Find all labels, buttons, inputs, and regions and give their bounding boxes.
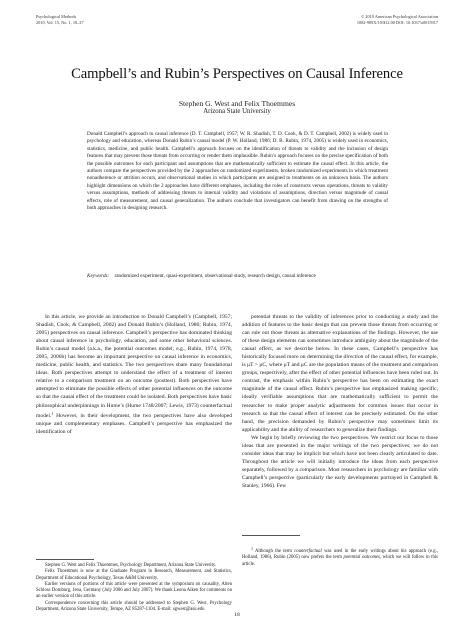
body-column-left: [36, 313, 232, 436]
article-authors: Stephen G. West and Felix Thoemmes: [178, 99, 296, 108]
footnote: $^1$ Although the term counterfactual was used in the early writings about his approach (e.g., Holland, 1986), Rubin (2005) now prefers the term potential outcomes, which we will follow in this article.: [242, 546, 438, 567]
body-paragraph: We begin by briefly reviewing the two perspectives. We restrict our focus to those ideas that are presented in the major writings of the two perspectives; we do not consider ideas that may be implicit but which have not been clearly articulated to date. Throughout the article we will initially introduce the ideas from each perspective separately, followed by a comparison. Most researchers in psychology are familiar with Campbell’s perspective (particularly the early developments portrayed in Campbell & Stanley, 1966). Few: [242, 434, 438, 489]
copyright-line: © 2010 American Psychological Association: [360, 14, 438, 19]
footnote-divider: [242, 535, 300, 536]
author-note: Stephen G. West and Felix Thoemmes, Psychology Department, Arizona State University.: [45, 563, 217, 568]
keywords-label: Keywords:: [87, 273, 110, 279]
journal-volume: 2010, Vol. 15, No. 1, 18–37: [36, 19, 84, 25]
journal-name: Psychological Methods: [36, 14, 77, 19]
journal-header-right: [357, 14, 438, 25]
body-paragraph: potential threats to the validity of inferences prior to conducting a study and the addition of features to the basic design that can prevent those threats from occurring or can rule out those threats as alternative explanations of the findings. However, the use of these design elements can sometimes introduce ambiguity about the magnitude of the causal effect, as we describe below. In these cases, Campbell’s perspective has historically focused more on determining the direction of the causal effect, for example, is μT > μC, where μT and μC are the population means of the treatment and comparison groups, respectively, after the effect of other potential influences have been ruled out. In contrast, the emphasis within Rubin’s perspective has been on estimating the exact magnitude of the causal effect. Rubin’s perspective has emphasized making specific, ideally verifiable assumptions that are mathematically sufficient to permit the researcher to make proper analytic adjustments for common issues that occur in research so that the causal effect of interest can be precisely estimated. On the other hand, the precision demanded by Rubin’s perspective may sometimes limit its applicability and the ability of researchers to generalize their findings.: [242, 314, 438, 433]
abstract: Donald Campbell’s approach to causal inference (D. T. Campbell, 1957; W. R. Shadish, T. D. Cook, & D. T. Campbell, 2002) is widely used in psychology and education, whereas Donald Rubin’s causal model (P. W. Holland, 1986; D. B. Rubin, 1974, 2005) is widely used in economics, statistics, medicine, and public health. Campbell’s approach focuses on the identification of threats to validity and the inclusion of design features that may prevent those threats from occurring or render them implausible. Rubin’s approach focuses on the precise specification of both the possible outcomes for each participant and assumptions that are mathematically sufficient to estimate the causal effect. In this article, the authors compare the perspectives provided by the 2 approaches on randomized experiments, broken randomized experiments in which treatment nonadherence or attrition occurs, and observational studies in which participants are assigned to treatments on an unknown basis. The authors highlight dimensions on which the 2 approaches have different emphases, including the roles of constructs versus operations, threats to validity versus assumptions, methods of addressing threats to internal validity and violations of assumptions, direction versus magnitude of causal effects, role of measurement, and causal generalization. The authors conclude that investigators can benefit from drawing on the strengths of both approaches in designing research.: [87, 131, 388, 212]
body-paragraph: In this article, we provide an introduction to Donald Campbell’s (Campbell, 1957; Shadish, Cook, & Campbell, 2002) and Donald Rubin’s (Holland, 1986; Rubin, 1974, 2005) perspectives on causal inference. Campbell’s perspective has dominated thinking about causal inference in psychology, education, and some other behavioral sciences. Rubin’s causal model (a.k.a., the potential outcomes model; e.g., Rubin, 1974, 1978, 2005, 2006b) has become an important perspective on causal inference in economics, medicine, public health, and statistics. The two perspectives share many foundational ideas. Both perspectives attempt to understand the effect of a treatment of interest relative to a comparison treatment on an outcome (posttest). Both perspectives have attempted to eliminate the possible effects of other potential influences on the outcome so that the causal effect of the treatment could be isolated. Both perspectives have basic philosophical underpinnings in Hume’s (Hume 1748/2007; Lewis, 1973) counterfactual model.$^1$ However, in their development, the two perspectives have also developed unique and complementary emphases. Campbell’s perspective has emphasized the identification of: [36, 314, 232, 435]
author-note: Felix Thoemmes is now at the Graduate Program in Research, Measurement, and Statistics, Department of Educational Psychology, Texas A&M University.: [36, 569, 232, 581]
doi-line: 1082-989X/10/$12.00 DOI: 10.1037/a0015917: [356, 19, 438, 25]
footnote-divider: [36, 559, 94, 560]
keywords-text: randomized experiment, quasi-experiment, observational study, research design, causal inference: [114, 273, 316, 279]
footnote-marker: 1: [51, 410, 54, 416]
article-title: Campbell’s and Rubin’s Perspectives on Causal Inference: [71, 66, 403, 82]
body-column-right: [242, 313, 438, 490]
page-number: 18: [234, 612, 240, 618]
journal-header-left: [36, 14, 84, 25]
author-affiliation: Arizona State University: [203, 108, 271, 115]
author-note: Earlier versions of portions of this article were presented at the symposium on causality, Alten Schloss Dornburg, Jena, Germany (July 2006 and July 2007). We thank Leona Aiken for comments on an earlier version of this article.: [36, 581, 232, 600]
author-notes: [36, 563, 232, 613]
author-note: Correspondence concerning this article should be addressed to Stephen G. West, Psychology Department, Arizona State University, Tempe, AZ 85287-1104. E-mail: sgwest@asu.edu: [36, 600, 232, 613]
keywords: [87, 273, 388, 280]
footnote-number: 1: [251, 546, 253, 551]
